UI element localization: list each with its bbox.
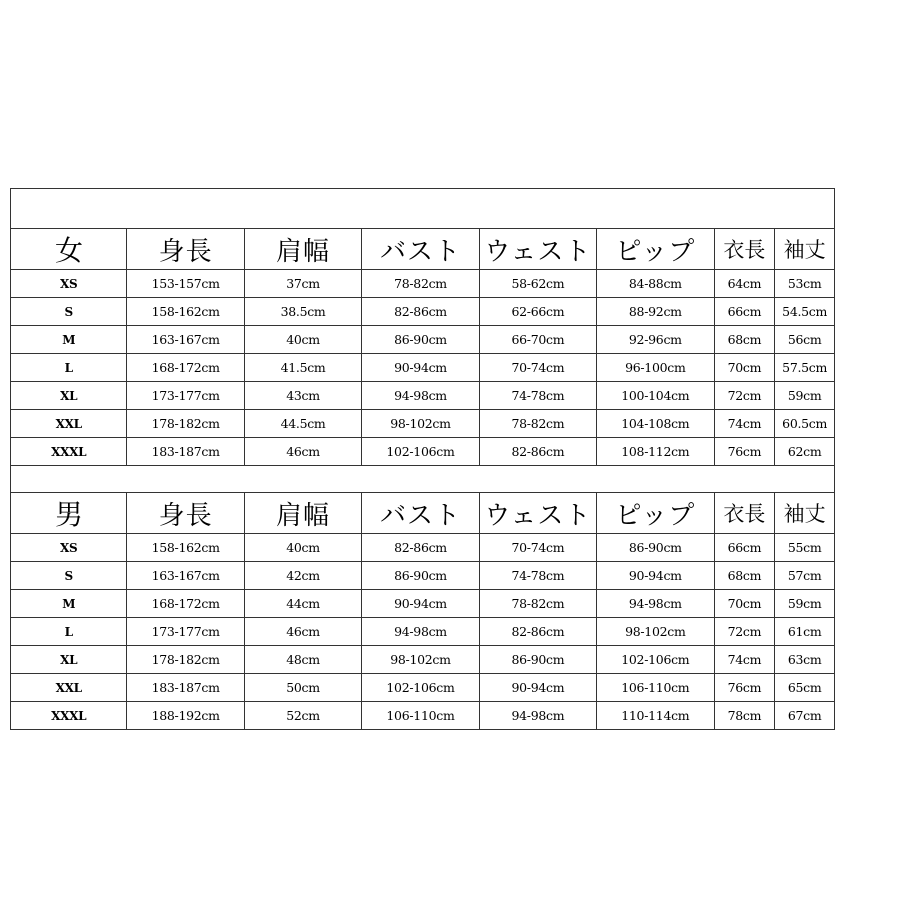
size-label: XS bbox=[11, 534, 127, 562]
measurement-cell: 46cm bbox=[244, 438, 361, 466]
table-row bbox=[11, 618, 835, 646]
measurement-cell: 106-110cm bbox=[362, 702, 479, 730]
women-gender-label: 女 bbox=[11, 229, 127, 270]
measurement-cell: 78-82cm bbox=[479, 410, 596, 438]
size-label: M bbox=[11, 590, 127, 618]
size-chart-table bbox=[10, 188, 835, 730]
column-header: 身長 bbox=[127, 493, 244, 534]
measurement-cell: 173-177cm bbox=[127, 382, 244, 410]
measurement-cell: 67cm bbox=[775, 702, 835, 730]
measurement-cell: 88-92cm bbox=[597, 298, 714, 326]
measurement-cell: 173-177cm bbox=[127, 618, 244, 646]
men-header-row bbox=[11, 493, 835, 534]
size-chart-body bbox=[11, 189, 835, 730]
measurement-cell: 60.5cm bbox=[775, 410, 835, 438]
table-row bbox=[11, 562, 835, 590]
table-row bbox=[11, 674, 835, 702]
measurement-cell: 92-96cm bbox=[597, 326, 714, 354]
measurement-cell: 110-114cm bbox=[597, 702, 714, 730]
measurement-cell: 62-66cm bbox=[479, 298, 596, 326]
top-blank-cell bbox=[11, 189, 835, 229]
measurement-cell: 48cm bbox=[244, 646, 361, 674]
measurement-cell: 86-90cm bbox=[362, 562, 479, 590]
measurement-cell: 153-157cm bbox=[127, 270, 244, 298]
measurement-cell: 59cm bbox=[775, 382, 835, 410]
size-label: XL bbox=[11, 382, 127, 410]
column-header: 身長 bbox=[127, 229, 244, 270]
measurement-cell: 86-90cm bbox=[597, 534, 714, 562]
table-row bbox=[11, 354, 835, 382]
measurement-cell: 158-162cm bbox=[127, 298, 244, 326]
measurement-cell: 163-167cm bbox=[127, 326, 244, 354]
measurement-cell: 59cm bbox=[775, 590, 835, 618]
measurement-cell: 96-100cm bbox=[597, 354, 714, 382]
measurement-cell: 61cm bbox=[775, 618, 835, 646]
women-header-row bbox=[11, 229, 835, 270]
measurement-cell: 38.5cm bbox=[244, 298, 361, 326]
measurement-cell: 72cm bbox=[714, 618, 775, 646]
measurement-cell: 98-102cm bbox=[597, 618, 714, 646]
measurement-cell: 70-74cm bbox=[479, 534, 596, 562]
measurement-cell: 44cm bbox=[244, 590, 361, 618]
column-header: 肩幅 bbox=[244, 229, 361, 270]
measurement-cell: 90-94cm bbox=[362, 354, 479, 382]
size-label: S bbox=[11, 298, 127, 326]
size-label: XXL bbox=[11, 674, 127, 702]
column-header: 袖丈 bbox=[775, 229, 835, 270]
measurement-cell: 168-172cm bbox=[127, 590, 244, 618]
measurement-cell: 104-108cm bbox=[597, 410, 714, 438]
table-row bbox=[11, 298, 835, 326]
measurement-cell: 74cm bbox=[714, 410, 775, 438]
measurement-cell: 54.5cm bbox=[775, 298, 835, 326]
column-header: ピップ bbox=[597, 493, 714, 534]
table-row bbox=[11, 534, 835, 562]
measurement-cell: 86-90cm bbox=[479, 646, 596, 674]
table-row bbox=[11, 646, 835, 674]
measurement-cell: 44.5cm bbox=[244, 410, 361, 438]
measurement-cell: 66cm bbox=[714, 534, 775, 562]
table-row bbox=[11, 702, 835, 730]
measurement-cell: 178-182cm bbox=[127, 410, 244, 438]
column-header: バスト bbox=[362, 229, 479, 270]
measurement-cell: 82-86cm bbox=[479, 618, 596, 646]
measurement-cell: 78-82cm bbox=[362, 270, 479, 298]
measurement-cell: 106-110cm bbox=[597, 674, 714, 702]
measurement-cell: 66-70cm bbox=[479, 326, 596, 354]
table-row bbox=[11, 270, 835, 298]
measurement-cell: 188-192cm bbox=[127, 702, 244, 730]
size-label: XXL bbox=[11, 410, 127, 438]
section-gap-cell bbox=[11, 466, 835, 493]
measurement-cell: 53cm bbox=[775, 270, 835, 298]
measurement-cell: 82-86cm bbox=[362, 534, 479, 562]
measurement-cell: 90-94cm bbox=[597, 562, 714, 590]
measurement-cell: 82-86cm bbox=[362, 298, 479, 326]
measurement-cell: 74-78cm bbox=[479, 562, 596, 590]
measurement-cell: 90-94cm bbox=[479, 674, 596, 702]
measurement-cell: 63cm bbox=[775, 646, 835, 674]
measurement-cell: 82-86cm bbox=[479, 438, 596, 466]
measurement-cell: 178-182cm bbox=[127, 646, 244, 674]
measurement-cell: 102-106cm bbox=[362, 674, 479, 702]
column-header: ウェスト bbox=[479, 493, 596, 534]
measurement-cell: 74cm bbox=[714, 646, 775, 674]
measurement-cell: 56cm bbox=[775, 326, 835, 354]
measurement-cell: 43cm bbox=[244, 382, 361, 410]
column-header: バスト bbox=[362, 493, 479, 534]
measurement-cell: 57.5cm bbox=[775, 354, 835, 382]
measurement-cell: 58-62cm bbox=[479, 270, 596, 298]
measurement-cell: 76cm bbox=[714, 438, 775, 466]
measurement-cell: 78-82cm bbox=[479, 590, 596, 618]
men-gender-label: 男 bbox=[11, 493, 127, 534]
size-label: M bbox=[11, 326, 127, 354]
measurement-cell: 50cm bbox=[244, 674, 361, 702]
size-label: XL bbox=[11, 646, 127, 674]
measurement-cell: 158-162cm bbox=[127, 534, 244, 562]
measurement-cell: 94-98cm bbox=[362, 618, 479, 646]
table-row bbox=[11, 382, 835, 410]
measurement-cell: 102-106cm bbox=[362, 438, 479, 466]
top-blank-row bbox=[11, 189, 835, 229]
measurement-cell: 57cm bbox=[775, 562, 835, 590]
measurement-cell: 94-98cm bbox=[597, 590, 714, 618]
measurement-cell: 70cm bbox=[714, 590, 775, 618]
measurement-cell: 64cm bbox=[714, 270, 775, 298]
size-label: L bbox=[11, 618, 127, 646]
size-label: L bbox=[11, 354, 127, 382]
size-label: XXXL bbox=[11, 438, 127, 466]
measurement-cell: 40cm bbox=[244, 326, 361, 354]
measurement-cell: 68cm bbox=[714, 562, 775, 590]
measurement-cell: 70cm bbox=[714, 354, 775, 382]
measurement-cell: 163-167cm bbox=[127, 562, 244, 590]
measurement-cell: 100-104cm bbox=[597, 382, 714, 410]
measurement-cell: 70-74cm bbox=[479, 354, 596, 382]
column-header: 衣長 bbox=[714, 493, 775, 534]
measurement-cell: 42cm bbox=[244, 562, 361, 590]
measurement-cell: 41.5cm bbox=[244, 354, 361, 382]
measurement-cell: 76cm bbox=[714, 674, 775, 702]
column-header: 袖丈 bbox=[775, 493, 835, 534]
measurement-cell: 102-106cm bbox=[597, 646, 714, 674]
measurement-cell: 94-98cm bbox=[479, 702, 596, 730]
section-gap-row bbox=[11, 466, 835, 493]
measurement-cell: 86-90cm bbox=[362, 326, 479, 354]
table-row bbox=[11, 590, 835, 618]
column-header: 肩幅 bbox=[244, 493, 361, 534]
column-header: 衣長 bbox=[714, 229, 775, 270]
measurement-cell: 84-88cm bbox=[597, 270, 714, 298]
measurement-cell: 168-172cm bbox=[127, 354, 244, 382]
measurement-cell: 62cm bbox=[775, 438, 835, 466]
column-header: ピップ bbox=[597, 229, 714, 270]
measurement-cell: 183-187cm bbox=[127, 674, 244, 702]
measurement-cell: 90-94cm bbox=[362, 590, 479, 618]
measurement-cell: 46cm bbox=[244, 618, 361, 646]
measurement-cell: 183-187cm bbox=[127, 438, 244, 466]
size-label: XXXL bbox=[11, 702, 127, 730]
size-label: XS bbox=[11, 270, 127, 298]
measurement-cell: 40cm bbox=[244, 534, 361, 562]
table-row bbox=[11, 438, 835, 466]
size-label: S bbox=[11, 562, 127, 590]
measurement-cell: 72cm bbox=[714, 382, 775, 410]
measurement-cell: 74-78cm bbox=[479, 382, 596, 410]
measurement-cell: 68cm bbox=[714, 326, 775, 354]
measurement-cell: 98-102cm bbox=[362, 410, 479, 438]
column-header: ウェスト bbox=[479, 229, 596, 270]
table-row bbox=[11, 410, 835, 438]
measurement-cell: 78cm bbox=[714, 702, 775, 730]
measurement-cell: 52cm bbox=[244, 702, 361, 730]
measurement-cell: 98-102cm bbox=[362, 646, 479, 674]
measurement-cell: 66cm bbox=[714, 298, 775, 326]
table-row bbox=[11, 326, 835, 354]
measurement-cell: 65cm bbox=[775, 674, 835, 702]
measurement-cell: 55cm bbox=[775, 534, 835, 562]
measurement-cell: 37cm bbox=[244, 270, 361, 298]
measurement-cell: 94-98cm bbox=[362, 382, 479, 410]
measurement-cell: 108-112cm bbox=[597, 438, 714, 466]
